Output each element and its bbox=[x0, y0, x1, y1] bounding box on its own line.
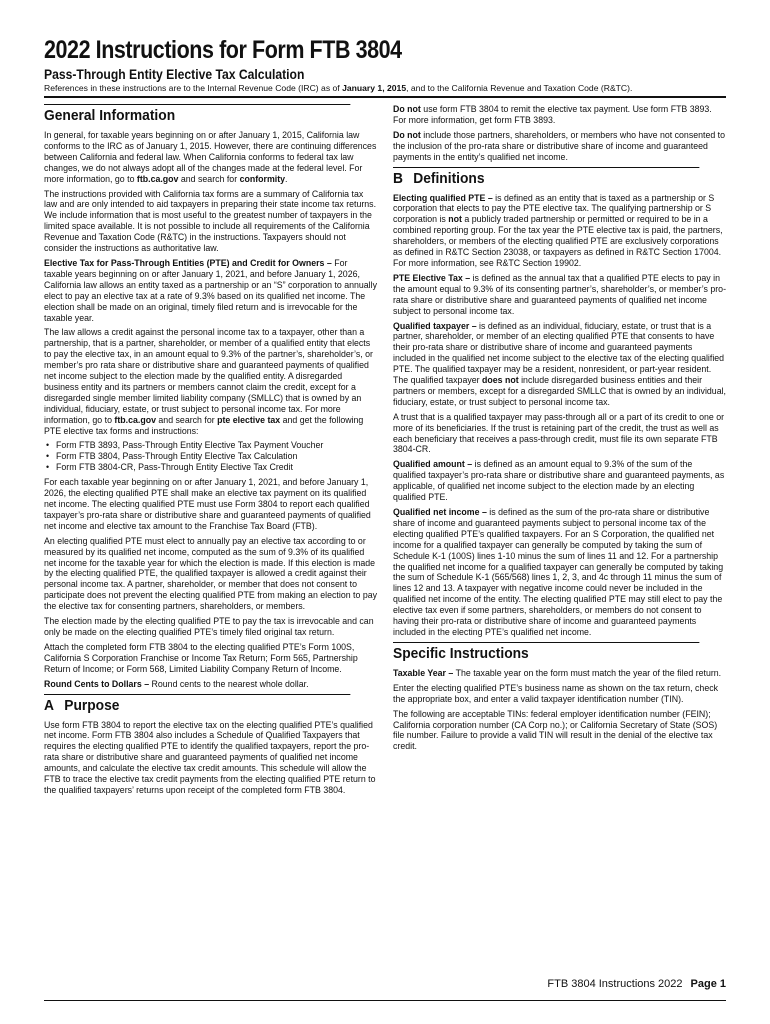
lead-term: Qualified net income – bbox=[393, 507, 487, 517]
list-item-text: Form FTB 3804, Pass-Through Entity Elective Tax Calculation bbox=[56, 451, 298, 462]
page bbox=[44, 36, 726, 800]
general-paragraph-4 bbox=[44, 327, 377, 436]
general-paragraph-5: For each taxable year beginning on or after January 1, 2021, and before January 1, 2026, the electing qualified PTE shall make an elective tax payment on its qualified net income. The electing qualified PTE must use Form 3804 to report each qualified taxpayer’s pro-rata share or distributive share and guaranteed payments of qualified net income and elective tax amount to the Franchise Tax Board (FTB). bbox=[44, 477, 371, 531]
search-term: conformity bbox=[239, 173, 286, 184]
section-title: Purpose bbox=[64, 696, 120, 714]
lead-term: PTE Elective Tax – bbox=[393, 272, 471, 283]
text: In general, for taxable years beginning on or after January 1, 2015, California law conforms to the IRC as of January 1, 2015. However, there are continuing differences between California and federal law. When California conforms to federal tax law changes, we do not always adopt all of the changes made at the federal level. For more information, go to bbox=[44, 130, 377, 184]
footer-rule bbox=[44, 1000, 726, 1001]
text: The taxable year on the form must match the year of the filed return. bbox=[453, 667, 722, 678]
footer-text bbox=[547, 978, 726, 990]
section-letter: A bbox=[44, 696, 54, 714]
general-paragraph-6: An electing qualified PTE must elect to annually pay an elective tax according to or measured by its qualified net income, computed as the sum of 9.3% of its qualified net income for the taxable year for which the election is made. If this election is made by the electing qualified PTE, the qualified taxpayer is allowed a credit against their personal income tax. A partner, shareholder, or member that does not consent to participate does not prevent the electing qualified PTE from making an election to pay the elective tax for consenting partners, shareholders, or members. bbox=[44, 535, 378, 612]
list-item bbox=[44, 440, 377, 451]
definition-electing-qualified-pte bbox=[393, 193, 726, 269]
bullet-icon: • bbox=[46, 451, 50, 462]
bullet-icon: • bbox=[46, 462, 50, 473]
references-note bbox=[44, 83, 726, 94]
text: is defined as an amount equal to 9.3% of the sum of the qualified taxpayer’s pro-rata share or distributive share and guaranteed payments, as applicable, of qualified net income subject to the election made by an electing qualified PTE. bbox=[393, 459, 725, 503]
bullet-icon: • bbox=[46, 440, 50, 451]
lead-term: Elective Tax for Pass-Through Entities (PTE) and Credit for Owners – bbox=[44, 257, 332, 268]
purpose-heading bbox=[44, 694, 350, 715]
ftb-link[interactable]: ftb.ca.gov bbox=[136, 173, 179, 184]
text: Round cents to the nearest whole dollar. bbox=[149, 678, 309, 689]
definition-qualified-amount bbox=[393, 459, 726, 503]
forms-list bbox=[44, 440, 377, 473]
general-paragraph-1 bbox=[44, 130, 377, 185]
specific-business-name: Enter the electing qualified PTE’s business name as shown on the tax return, check the appropriate box, and enter a valid taxpayer identification number (TIN). bbox=[393, 682, 719, 704]
emphasis: does not bbox=[482, 375, 519, 386]
text: include disregarded business entities and their partners or members, except for a disregarded SMLLC that is owned by an individual, fiduciary, estate, or trust subject to personal income tax. bbox=[393, 375, 726, 407]
text: and get the following PTE elective tax forms and instructions: bbox=[44, 414, 364, 436]
definition-qualified-taxpayer bbox=[393, 321, 726, 408]
list-item bbox=[44, 451, 377, 462]
text: The law allows a credit against the personal income tax to a taxpayer, other than a partnership, that is a partner, shareholder, or member of a qualified entity that elects to pay the elective tax, in an amount equal to 9.3% of the partner’s, shareholder’s, or member’s pro rata share or distributive share and guaranteed payments of qualified net income subject to the election made by the qualified entity. A disregarded business entity and its partners or members cannot claim the credit, except for a disregarded single member limited liability company (SMLLC) that is owned by an individual, fiduciary, estate, or trust subject to personal income tax. For more information, go to bbox=[44, 327, 373, 425]
lead-term: Do not bbox=[393, 129, 421, 140]
definition-pte-elective-tax bbox=[393, 273, 726, 317]
section-title: Definitions bbox=[413, 169, 485, 187]
trust-paragraph: A trust that is a qualified taxpayer may pass-through all or a part of its credit to one or more of its beneficiaries. If the trust is retaining part of the credit, the trust as well as each beneficiary that receives a pass-through credit, must file its own separate FTB 3804-CR. bbox=[393, 411, 725, 455]
purpose-paragraph: Use form FTB 3804 to report the elective tax on the electing qualified PTE’s qualified net income. Form FTB 3804 also includes a Schedule of Qualified Taxpayers that requires the electing qualified PTE to identify the qualified taxpayers, report the pro-rata share or distributive share and guaranteed payments of qualified net income amounts, and calculate the elective tax credit amounts. This schedule will allow the FTB to trace the elective tax credit payments from the electing qualified PTE return to the qualified taxpayers’ returns upon receipt of the completed form FTB 3804. bbox=[44, 719, 376, 795]
emphasis: not bbox=[448, 214, 462, 225]
specific-acceptable-tins: The following are acceptable TINs: federal employer identification number (FEIN); California corporation number (CA Corp no.); or California Secretary of State (SOS) file number. Failure to provide a valid TIN will result in the denial of the elective tax credit. bbox=[393, 708, 718, 752]
text: is defined as the sum of the pro-rata share or distributive share of income and guaranteed payments subject to personal income tax of the electing qualified PTE’s qualified taxpayers. For an S Corporation, the qualified net income for a qualified taxpayer can generally be computed by taking the sum of Schedule K-1 (100S) lines 1-10 minus the sum of lines 11 and 12. For a partnership the qualified net income for a qualified taxpayer can generally be computed by taking the sum of Schedule K-1 (565/568) lines 1, 2, 3, and 4c through 11 minus the sum of lines 12 and 13. A taxpayer with negative income could never be included in the qualified net income of the entity. The electing qualified PTE may still elect to pay the elective tax even if some partners, shareholders, or members do not consent to having their pro-rata or distributive share of income and guaranteed payments included in the electing PTE’s qualified net income. bbox=[393, 507, 724, 637]
text: a publicly traded partnership or permitted or required to be in a combined reporting group. For the tax year the PTE elective tax is paid, the partners, shareholders, or members of the electing qualified PTE are exclusively corporations as defined in R&TC Section 23038, or taxpayers as defined in R&TC Section 17004. For more information, see R&TC Section 19902. bbox=[393, 214, 723, 268]
text: and search for bbox=[178, 173, 240, 184]
list-item-text: Form FTB 3893, Pass-Through Entity Elective Tax Payment Voucher bbox=[56, 440, 324, 451]
do-not-paragraph-2 bbox=[393, 130, 726, 163]
text: is defined as an entity that is taxed as a partnership or S corporation that elects to pay the PTE elective tax. The qualifying partnership or S corporation is bbox=[393, 192, 715, 225]
text: For taxable years beginning on or after January 1, 2021, and before January 1, 2026, California law allows an entity taxed as a partnership or an “S” corporation to annually elect to pay an elective tax at a rate of 9.3% based on its qualified net income. The election shall be made on an original, timely filed return and is irrevocable for the taxable year. bbox=[44, 257, 377, 323]
text: use form FTB 3804 to remit the elective tax payment. Use form FTB 3893. For more information, get form FTB 3893. bbox=[393, 104, 712, 125]
lead-term: Taxable Year – bbox=[393, 667, 454, 678]
section-letter: B bbox=[393, 169, 403, 187]
lead-term: Round Cents to Dollars – bbox=[44, 678, 150, 689]
definition-qualified-net-income bbox=[393, 507, 726, 638]
specific-taxable-year bbox=[393, 668, 726, 679]
page-footer bbox=[44, 978, 726, 1001]
page-title: 2022 Instructions for Form FTB 3804 bbox=[44, 36, 402, 64]
list-item bbox=[44, 462, 377, 473]
ref-date: January 1, 2015 bbox=[342, 83, 407, 93]
lead-term: Electing qualified PTE – bbox=[393, 192, 493, 203]
right-column bbox=[393, 104, 726, 800]
list-item-text: Form FTB 3804-CR, Pass-Through Entity Elective Tax Credit bbox=[56, 462, 293, 473]
footer-label: FTB 3804 Instructions 2022 bbox=[547, 978, 683, 990]
definitions-heading bbox=[393, 167, 699, 188]
text: is defined as an individual, fiduciary, estate, or trust that is a partner, shareholder, or member of an electing qualified PTE that consents to have their pro-rata share or distributive share of income and guaranteed payments included in the qualified net income subject to the elective tax of the electing qualified PTE. The qualified taxpayer may be a resident, nonresident, or part-year resident. The qualified taxpayer bbox=[393, 320, 725, 386]
search-term: pte elective tax bbox=[217, 414, 281, 425]
page-subtitle: Pass-Through Entity Elective Tax Calculation bbox=[44, 67, 305, 82]
text: and search for bbox=[155, 414, 218, 425]
text: . bbox=[285, 173, 288, 184]
general-paragraph-9 bbox=[44, 679, 377, 690]
text: is defined as the annual tax that a qualified PTE elects to pay in the amount equal to 9.3% of its consenting partner’s, shareholder’s, or member’s pro-rata share or distributive share and guaranteed payments of qualified net income subject to personal income tax. bbox=[393, 272, 727, 316]
header-rule bbox=[44, 96, 726, 98]
specific-instructions-heading: Specific Instructions bbox=[393, 642, 699, 663]
ref-prefix: References in these instructions are to the Internal Revenue Code (IRC) as of bbox=[44, 83, 343, 93]
general-paragraph-7: The election made by the electing qualified PTE to pay the tax is irrevocable and can only be made on the electing qualified PTE’s timely filed original tax return. bbox=[44, 616, 374, 637]
lead-term: Qualified taxpayer – bbox=[393, 320, 477, 331]
page-number: Page 1 bbox=[690, 978, 726, 990]
lead-term: Do not bbox=[393, 104, 421, 114]
ftb-link[interactable]: ftb.ca.gov bbox=[114, 414, 156, 425]
general-paragraph-3 bbox=[44, 258, 377, 323]
text: include those partners, shareholders, or members who have not consented to the inclusion of the pro-rata share or distributive share of income and guaranteed payments in the entity’s qualified net income. bbox=[393, 129, 726, 162]
general-information-heading: General Information bbox=[44, 104, 350, 125]
columns bbox=[44, 104, 726, 800]
general-paragraph-2: The instructions provided with California tax forms are a summary of California tax law and are only intended to aid taxpayers in preparing their state income tax returns. We include information that is most useful to the greatest number of taxpayers in the limited space available. It is not possible to include all requirements of the California Revenue and Taxation Code (R&TC) in the instructions. Taxpayers should not consider the instructions as authoritative law. bbox=[44, 188, 377, 254]
lead-term: Qualified amount – bbox=[393, 459, 473, 470]
ref-suffix: , and to the California Revenue and Taxation Code (R&TC). bbox=[406, 83, 633, 93]
general-paragraph-8: Attach the completed form FTB 3804 to the electing qualified PTE’s Form 100S, California S Corporation Franchise or Income Tax Return; Form 565, Partnership Return of Income; or Form 568, Limited Liability Company Return of Income. bbox=[44, 641, 358, 674]
left-column bbox=[44, 104, 377, 800]
do-not-paragraph-1 bbox=[393, 104, 726, 126]
